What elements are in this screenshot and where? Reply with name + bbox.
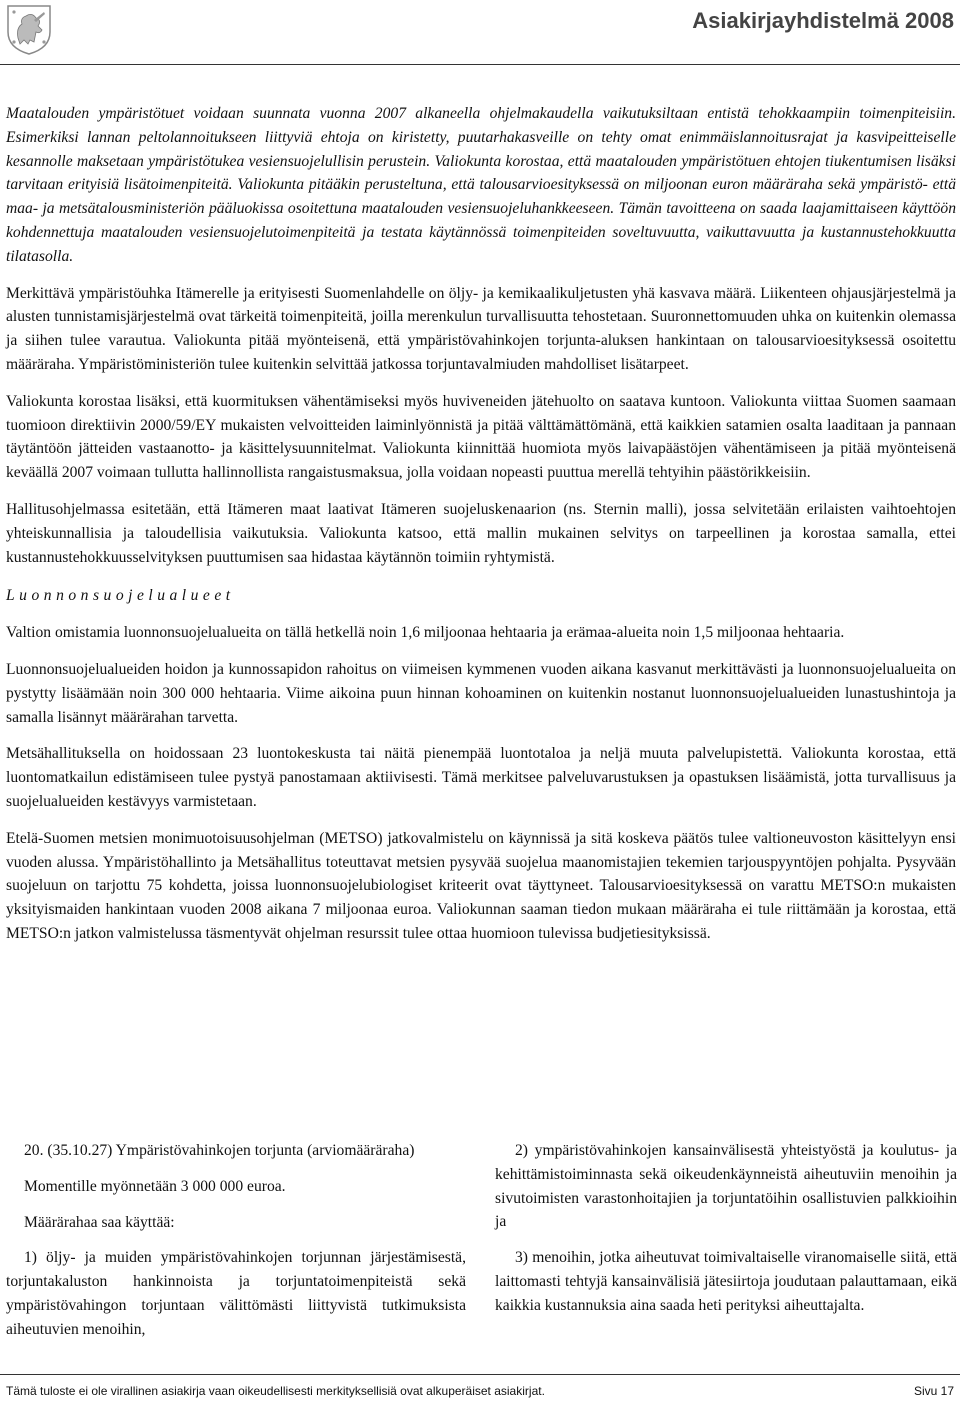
page-header-title: Asiakirjayhdistelmä 2008 bbox=[692, 8, 954, 33]
paragraph-baltic-scenario: Hallitusohjelmassa esitetään, että Itämeren maat laativat Itämeren suojeluskenaarion (ns. Sternin malli), jossa selvitetään erilaisten vaihtoehtojen yhteiskunnallisia ja taloudellisia vaikutuksia. Valiokunta katsoo, että mallin mukainen selvitys on tarpeellinen ja korostaa samalla, ettei kustannustehokkuusselvityksen puuttumisen saa hidastaa käytännön toimiin ryhtymistä. bbox=[6, 500, 956, 566]
header-divider bbox=[0, 64, 960, 65]
paragraph-agri-env-support: Maatalouden ympäristötuet voidaan suunnata vuonna 2007 alkaneella ohjelmakaudella vaikutuksiltaan entistä tehokkaampiin toimenpiteisiin. Esimerkiksi lannan peltolannoitukseen liittyviä ehtoja on kiristetty, puutarhakasveille on tehty omat enimmäislannoitusrajat ja kasvipeitteiselle kesannolle maksetaan ympäristötukea vesiensuojelullisin perustein. Valiokunta korostaa, että maatalouden ympäristötuen ehtojen tiukentumisen lisäksi tarvitaan erityisiä lisätoimenpiteitä. Valiokunta pitääkin perusteltuna, että talousarvioesityksessä on miljoonan euron määräraha sekä ympäristö- että maa- ja metsätalousministeriön pääluokissa osoitettuna maatalouden vesiensuojeluhankkeeseen. Tämän tavoitteena on saada laajamittaiseen käyttöön kohdennettuja maatalouden vesiensuojelutoimenpiteitä ja testata käytännössä toimenpiteiden soveltuvuutta, vaikuttavuutta ja kustannustehokkuutta tilatasolla. bbox=[6, 105, 956, 265]
page-number: Sivu 17 bbox=[913, 1384, 954, 1398]
section-heading-nature-reserves: Luonnonsuojelualueet bbox=[6, 587, 235, 605]
appropriation-amount: Momentille myönnetään 3 000 000 euroa. bbox=[24, 1177, 286, 1195]
paragraph-nature-centers: Metsähallituksella on hoidossaan 23 luontokeskusta tai näitä pienempää luontotaloa ja neljä muuta palvelupistettä. Valiokunta korostaa, että luontomatkailun edistämiseen tulee pystyä panostamaan aktiivisesti. Tämä merkitsee palveluvarustuksen ja opastuksen lisäämistä, jotta turvallisuus ja suojelualueiden kestävyys varmistetaan. bbox=[6, 745, 956, 810]
paragraph-metso: Etelä-Suomen metsien monimuotoisuusohjelman (METSO) jatkovalmistelu on käynnissä ja sitä koskeva päätös tulee valtioneuvoston käsittelyyn ensi vuoden alussa. Ympäristöhallinto ja Metsähallitus toteuttavat metsien pysyvää suojelua maanomistajien tekemien tarjouspyyntöjen pohjalta. Pysyvään suojeluun on tarjottu 75 kohdetta, joissa luonnonsuojelubiologiset kriteerit ovat täyttyneet. Talousarvioesityksessä on varattu METSO:n mukaisten yksityismaiden hankintaan vuoden 2008 aikana 7 miljoonaa euroa. Valiokunnan saaman tiedon mukaan määräraha ei tule riittämään ja korostaa, että METSO:n jatkon valmistelussa täsmentyvät ohjelman resurssit tulee ottaa huomioon tulevissa budjetiesityksissä. bbox=[6, 829, 956, 942]
paragraph-reserve-area: Valtion omistamia luonnonsuojelualueita on tällä hetkellä noin 1,6 miljoonaa hehtaaria ja erämaa-alueita noin 1,5 miljoonaa hehtaaria. bbox=[6, 624, 845, 642]
item-heading-20: 20. (35.10.27) Ympäristövahinkojen torjunta (arviomääräraha) bbox=[24, 1142, 415, 1159]
paragraph-oil-transport: Merkittävä ympäristöuhka Itämerelle ja erityisesti Suomenlahdelle on öljy- ja kemikaalikuljetusten yhä kasvava määrä. Liikenteen ohjausjärjestelmä ja alusten tunnistamisjärjestelmä ovat tärkeitä toimenpiteitä, joilla merenkulun turvallisuutta tehostetaan. Suuronnettomuuden uhka on kuitenkin olemassa ja siihen tulee varautua. Valiokunta pitää myönteisenä, että ympäristövahinkojen torjunta-aluksen hankintaan on talousarvioesityksessä osoitettu määräraha. Ympäristöministeriön tulee kuitenkin selvittää jatkossa torjuntavalmiuden mahdolliset lisätarpeet. bbox=[6, 284, 956, 373]
coat-of-arms-lion-icon bbox=[4, 2, 54, 56]
paragraph-boat-waste: Valiokunta korostaa lisäksi, että kuormituksen vähentämiseksi myös huviveneiden jätehuolto on saatava kuntoon. Valiokunta viittaa Suomen saamaan tuomioon direktiivin 2000/59/EY mukaisten velvoitteiden laiminlyönnistä ja pitää välttämättömänä, että kaikkien satamien osalta laaditaan ja pannaan täytäntöön jätteiden vastaanotto- ja käsittelysuunnitelmat. Valiokunta kiinnittää huomiota myös laivapäästöjen vähentämiseen ja pitää myönteisenä keväällä 2007 voimaan tullutta hallinnollista rangaistusmaksua, jolla voidaan nopeasti puuttua merellä tehtyihin päästörikkeisiin. bbox=[6, 392, 956, 482]
footer-divider bbox=[0, 1374, 960, 1375]
footer-disclaimer: Tämä tuloste ei ole virallinen asiakirja vaan oikeudellisesti merkityksellisiä ovat alkuperäiset asiakirjat. bbox=[6, 1384, 545, 1398]
left-column bbox=[6, 1139, 466, 1342]
appropriation-usage-intro: Määrärahaa saa käyttää: bbox=[24, 1213, 175, 1231]
usage-item-2: 2) ympäristövahinkojen kansainvälisestä yhteistyöstä ja koulutus- ja kehittämistoiminnasta sekä oikeudenkäynneistä aiheutuviin menoihin ja sivutoimisten varastonhoitajien ja torjuntatöihin osallistuvien palkkioihin ja bbox=[495, 1142, 957, 1231]
usage-item-1: 1) öljy- ja muiden ympäristövahinkojen torjunnan järjestämisestä, torjuntakaluston hankinnoista ja torjuntatoimenpiteistä sekä ympäristövahingon torjuntaan välittömästi liittyvistä tutkimuksista aiheutuvien menoihin, bbox=[6, 1249, 466, 1338]
right-column bbox=[495, 1139, 957, 1318]
document-body bbox=[6, 102, 956, 946]
paragraph-reserve-funding: Luonnonsuojelualueiden hoidon ja kunnossapidon rahoitus on viimeisen kymmenen vuoden aikana kasvanut merkittävästi ja luonnonsuojelualueita on pystytty lisäämään noin 300 000 hehtaaria. Viime aikoina puun hinnan kohoaminen on kuitenkin nostanut luonnonsuojelualueiden lunastushintoja ja samalla lisännyt määrärahan tarvetta. bbox=[6, 660, 956, 726]
usage-item-3: 3) menoihin, jotka aiheutuvat toimivaltaiselle viranomaiselle siitä, että laittomasti tehtyjä kansainvälisiä jätesiirtoja joudutaan palauttamaan, eikä kaikkia kustannuksia aina saada heti perityksi aiheuttajalta. bbox=[495, 1249, 957, 1314]
